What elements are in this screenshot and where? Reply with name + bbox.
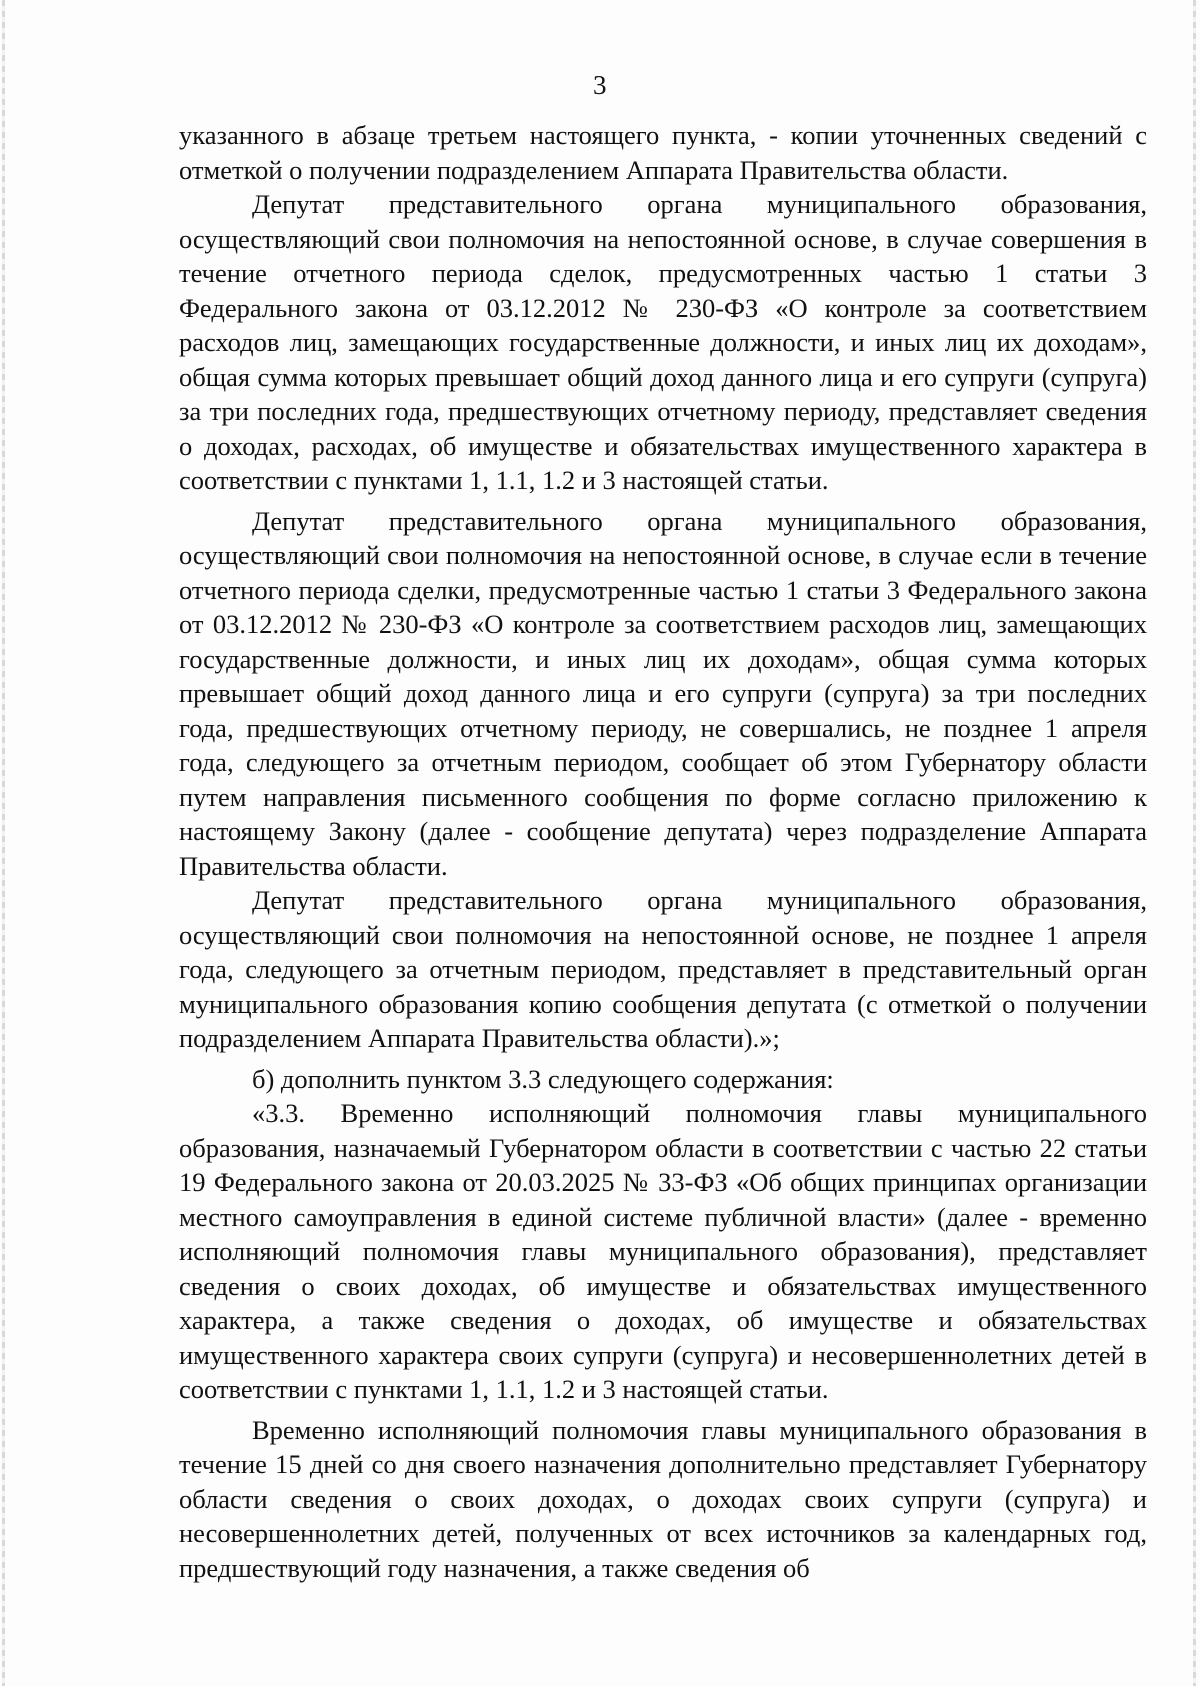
paragraph-deputy-transactions: Депутат представительного органа муниципального образования, осуществляющий свои полномочия на непостоянной основе, в случае совершения в течение отчетного периода сделок, предусмотренных частью 1 статьи 3 Федерального закона от 03.12.2012 № 230-ФЗ «О контроле за соответствием расходов лиц, замещающих государственные должности, и иных лиц их доходам», общая сумма которых превышает общий доход данного лица и его супруги (супруга) за три последних года, предшествующих отчетному периоду, представляет сведения о доходах, расходах, об имуществе и обязательствах имущественного характера в соответствии с пунктами 1, 1.1, 1.2 и 3 настоящей статьи.	[179, 189, 1147, 495]
paragraph-deputy-no-transactions: Депутат представительного органа муниципального образования, осуществляющий свои полномочия на непостоянной основе, в случае если в течение отчетного периода сделки, предусмотренные частью 1 статьи 3 Федерального закона от 03.12.2012 № 230-ФЗ «О контроле за соответствием расходов лиц, замещающих государственные должности, и иных лиц их доходам», общая сумма которых превышает общий доход данного лица и его супруги (супруга) за три последних года, предшествующих отчетному периоду, не совершались, не позднее 1 апреля года, следующего за отчетным периодом, сообщает об этом Губернатору области путем направления письменного сообщения по форме согласно приложению к настоящему Закону (далее - сообщение депутата) через подразделение Аппарата Правительства области.	[179, 505, 1147, 881]
paragraph-acting-head: Временно исполняющий полномочия главы муниципального образования в течение 15 дней со дня своего назначения дополнительно представляет Губернатору области сведения о своих доходах, о доходах своих супруги (супруга) и несовершеннолетних детей, полученных от всех источников за календарных год, предшествующий году назначения, а также сведения об	[179, 1414, 1147, 1583]
paragraph-clause-3-3: «3.3. Временно исполняющий полномочия главы муниципального образования, назначаемый Губернатором области в соответствии с частью 22 статьи 19 Федерального закона от 20.03.2025 № 33-ФЗ «Об общих принципах организации местного самоуправления в единой системе публичной власти» (далее - временно исполняющий полномочия главы муниципального образования), представляет сведения о своих доходах, об имуществе и обязательствах имущественного характера, а также сведения о доходах, об имуществе и обязательствах имущественного характера своих супруги (супруга) и несовершеннолетних детей в соответствии с пунктами 1, 1.1, 1.2 и 3 настоящей статьи.	[179, 1098, 1147, 1404]
scan-edge-right	[1193, 0, 1196, 1686]
paragraph-amendment-b: б) дополнить пунктом 3.3 следующего содержания:	[252, 1063, 834, 1094]
scan-edge-left	[2, 0, 5, 1686]
document-body	[179, 118, 1147, 1585]
page-number: 3	[593, 70, 607, 100]
paragraph-continuation: указанного в абзаце третьем настоящего пункта, - копии уточненных сведений с отметкой о получении подразделением Аппарата Правительства области.	[179, 120, 1147, 185]
paragraph-deputy-copy: Депутат представительного органа муниципального образования, осуществляющий свои полномочия на непостоянной основе, не позднее 1 апреля года, следующего за отчетным периодом, представляет в представительный орган муниципального образования копию сообщения депутата (с отметкой о получении подразделением Аппарата Правительства области).»;	[179, 885, 1147, 1053]
